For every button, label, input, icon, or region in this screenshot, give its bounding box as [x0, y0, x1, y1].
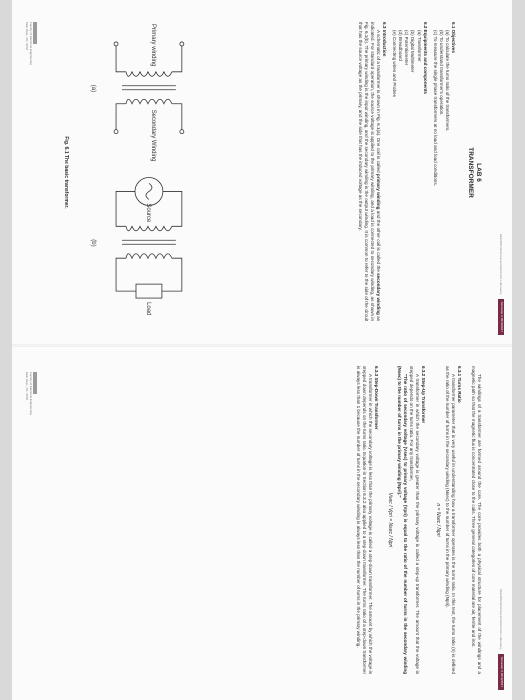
label-sub-b: (b): [90, 239, 97, 247]
rotated-spread: [12, 0, 512, 700]
faculty-logo-icon: [33, 372, 37, 394]
objective-item: (a) To calculate the turns ratio of the transformers.: [444, 30, 450, 132]
left-page: [12, 0, 512, 346]
intro-text-mid: and the other coil is called the: [375, 209, 381, 274]
load-wire: [116, 258, 182, 291]
primary-coil-icon: [126, 226, 172, 230]
label-load: Load: [144, 302, 151, 316]
footer-line: Faculty of Electrical Engineering: [28, 22, 33, 65]
page-footer: [24, 22, 37, 65]
header-semester-badge: Semester 2 2016/2017: [499, 299, 505, 335]
footer-line: Faculty of Electrical Engineering: [28, 372, 33, 415]
terminal-icon: [180, 130, 184, 134]
introduction-paragraph: [357, 22, 381, 321]
label-primary-winding: Primary winding: [149, 23, 156, 67]
step-down-paragraph: A transformer in which the secondary voltage is less than the primary voltage is called a step-down transformer. The amount by which the voltage is stepped down depends on the turns ratio. Equation in Section 6.3.2 also applied to a step-down transformer. The turns ratio of a step-down transformer is always less than 1 because the number of turns in the secondary winding is always less than the number of turns in the primary winding.: [355, 366, 373, 674]
equipment-item: (c) Potentiometer: [404, 30, 410, 66]
figure-caption: Fig. 6.1 The basic transformer.: [63, 136, 69, 209]
section-6-2-title: 6.2 Equipments and components: [422, 22, 428, 94]
left-page-content: [357, 22, 460, 321]
voltage-ratio-equation: Vsec / Vpri = Nsec / Npri: [386, 492, 393, 548]
primary-wire: [116, 46, 182, 72]
terminal-icon: [114, 42, 118, 46]
equipment-item: (e) Connecting wires and Probes: [392, 30, 398, 97]
secondary-coil-icon: [126, 99, 172, 103]
turns-ratio-paragraph: A transformer parameter that is very useful in understanding how a transformer operates is the turns ratio. In this text, the turns ratio (n) is defined as the ratio of the number of turns in the secondary winding (Nsec) to the number of turns in the primary winding (Npri).: [444, 366, 456, 674]
footer-line: EEE Dept., FK, UPM: [24, 372, 29, 400]
section-6-3-3-title: 6.3.3 Step-Down Transformer: [373, 366, 379, 430]
faculty-logo-icon: [33, 22, 37, 44]
section-6-3-1-title: 6.3.1 Turns Ratio: [456, 366, 462, 403]
step-up-paragraph: A transformer in which the secondary voltage is greater than the primary voltage is called a step-up transformer. The amount that the voltage is stepped depends on the turns ratio. For any transformer,: [409, 366, 421, 674]
page-header: [499, 234, 505, 335]
transformer-diagram: [74, 22, 194, 321]
intro-text-start: A schematic of a transformer is shown in Fig. 6.1(a). One coil is called: [375, 30, 381, 174]
label-secondary-winding: Secondary Winding: [149, 109, 156, 162]
section-6-3-title: 6.3 Introduction: [382, 22, 388, 57]
turns-ratio-equation: n = Nsec / Npri: [434, 503, 441, 537]
step-up-rule: "The ratio of secondary voltage (Vsec) to primary voltage (Vpri) is equal to the ratio of the number of turns in the secondary winding (Nsec) to the number of turns in the primary winding (Npri).": [397, 366, 409, 674]
secondary-coil-icon: [126, 254, 172, 258]
objective-item: (b) To understand transformer's operation.: [438, 30, 444, 116]
header-dept: EEE3002 Electrical and Electronic Laboratory: [499, 233, 504, 295]
page-header: [499, 589, 505, 690]
load-resistor-icon: [136, 284, 162, 298]
transformer-figure: [74, 22, 194, 321]
right-page-content: [355, 366, 483, 674]
terminal-icon: [114, 130, 118, 134]
lab-heading: [466, 0, 482, 345]
intro-primary-term: primary winding: [375, 173, 381, 210]
header-semester-badge: Semester 2 2016/2017: [499, 654, 505, 690]
lab-number: LAB 6: [475, 163, 482, 182]
label-sub-a: (a): [90, 84, 97, 93]
equipment-item: (b) Digital Multimeter: [410, 30, 416, 73]
scanned-sheet: [12, 0, 512, 700]
terminal-icon: [180, 42, 184, 46]
section-6-3-2-title: 6.3.2 Step-Up Transformer: [421, 366, 427, 424]
header-dept: EEE3002 Electrical and Electronic Laboratory: [499, 588, 504, 650]
primary-coil-icon: [126, 72, 172, 76]
page-footer: [24, 372, 37, 415]
label-source: Source: [144, 203, 151, 223]
intro-secondary-term: secondary winding: [375, 273, 381, 315]
equipment-item: (d) Breadboard: [398, 30, 404, 61]
section-6-1-title: 6.1 Objectives: [451, 22, 456, 53]
lab-title: TRANSFORMER: [467, 147, 474, 198]
right-page: [12, 346, 512, 700]
core-paragraph: The windings of a transformer are formed around the core. The core provides both a physical structure for placement of the windings and a magnetic path so that the magnetic flux is concentrated close to the coils. Three general categories of core material are air, ferrite and iron.: [470, 366, 482, 674]
sine-icon: [146, 183, 152, 199]
objective-item: (c) To measure the single phase transformers at no load and load conditions.: [432, 30, 438, 186]
equipment-item: (a) Transformer: [416, 30, 422, 62]
intro-text-end: as indicated. For standard operation, the source voltage is applied to the primary winding, and a load is connected to secondary winding, as shown in Fig. 6.1(b). The primary winding is the input winding, and the secondary winding is the output winding. It is common to refer to the side of the circuit that has the source voltage as the primary, and the side that has the induced voltage as the secondary.: [357, 22, 381, 321]
footer-line: EEE Dept., FK, UPM: [24, 22, 29, 50]
secondary-wire: [116, 104, 182, 130]
